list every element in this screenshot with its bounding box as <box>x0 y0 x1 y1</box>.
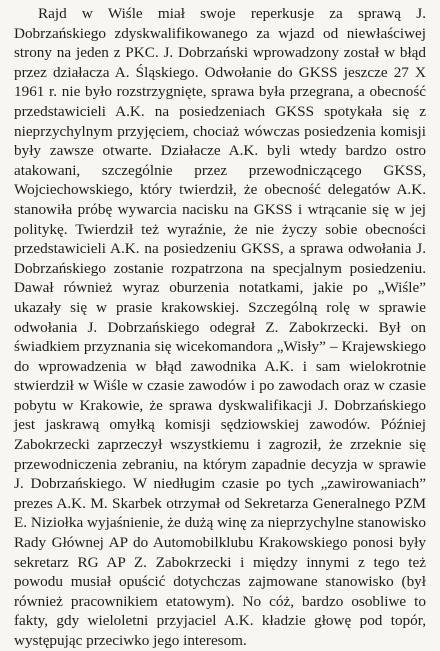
next-paragraph-cutoff <box>14 607 426 623</box>
body-paragraph: Rajd w Wiśle miał swoje reperkusje za sprawą J. Dobrzańskiego zdyskwalifikowanego za wjazd od niewłaściwej strony na jeden z PKC. J. Dobrzański wprowadzony został w błąd przez działacza A. Śląskiego. Odwołanie do GKSS jeszcze 27 X 1961 r. nie było rozstrzygnięte, sprawa była przegrana, a obecność przedstawicieli A.K. na posiedzeniach GKSS spotykała się z nieprzychylnym przyjęciem, chociaż wówczas posiedzenia komisji były zawsze otwarte. Działacze A.K. byli wtedy bardzo ostro atakowani, szczególnie przez przewodniczącego GKSS, Wojciechowskiego, który twierdził, że obecność delegatów A.K. stanowiła próbę wywarcia nacisku na GKSS i wtrącanie się w jej politykę. Twierdził też wyraźnie, że nie życzy sobie obecności przedstawicieli A.K. na posiedzeniu GKSS, a sprawa odwołania J. Dobrzańskiego zostanie rozpatrzona na specjalnym posiedzeniu. Dawał również wyraz oburzenia notatkami, jakie po „Wiśle” ukazały się w prasie krakowskiej. Szczególną rolę w sprawie odwołania J. Dobrzańskiego odegrał Z. Zabokrzecki. Był on świadkiem przyznania się wicekomandora „Wisły” – Krajewskiego do wprowadzenia w błąd zawodnika A.K. i sam wielokrotnie stwierdził w Wiśle w czasie zawodów i po zawodach oraz w czasie pobytu w Krakowie, że sprawa dyskwalifikacji J. Dobrzańskiego jest jaskrawą omyłką komisji sędziowskiej zawodów. Później Zabokrzecki zaprzeczył wszystkiemu i zagroził, że zrzeknie się przewodniczenia zebraniu, na którym zapadnie decyzja w sprawie J. Dobrzańskiego. W niedługim czasie po tych „zawirowaniach” prezes A.K. M. Skarbek otrzymał od Sekretarza Generalnego PZM E. Niziołka wyjaśnienie, że dużą winę za nieprzychylne stanowisko Rady Głównej AP do Automobilklubu Krakowskiego ponosi były sekretarz RG AP Z. Zabokrzecki i między innymi z tego też powodu musiał opuścić dotychczas zajmowane stanowisko (był również pracownikiem etatowym). No cóż, bardzo osobliwe to fakty, gdy wieloletni przyjaciel A.K. kładzie głowę pod topór, występując przeciwko jego interesom. <box>14 5 426 649</box>
